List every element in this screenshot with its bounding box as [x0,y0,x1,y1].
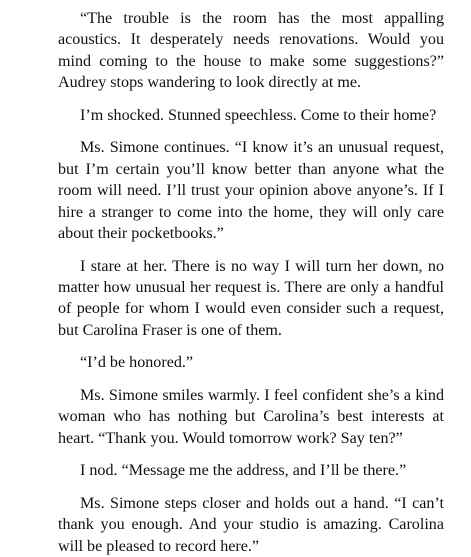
paragraph: Ms. Simone steps closer and holds out a hand. “I can’t thank you enough. And your studio is amazing. Carolina will be pleased to record here.” [58,495,444,555]
paragraph: I’m shocked. Stunned speechless. Come to their home? [80,106,437,124]
paragraph: I nod. “Message me the address, and I’ll be there.” [80,462,407,480]
paragraph: Ms. Simone continues. “I know it’s an unusual request, but I’m certain you’ll know better than anyone what the room will need. I’ll trust your opinion above anyone’s. If I hire a stranger to come into the home, they will only care about their pocketbooks.” [58,139,444,243]
paragraph: Ms. Simone smiles warmly. I feel confident she’s a kind woman who has nothing but Carolina’s best interests at heart. “Thank you. Would tomorrow work? Say ten?” [58,387,444,447]
paragraph: “I’d be honored.” [80,354,194,372]
paragraph: I stare at her. There is no way I will turn her down, no matter how unusual her request is. There are only a handful of people for whom I would even consider such a request, but Carolina Fraser is one of them. [58,257,444,339]
paragraph: “The trouble is the room has the most appalling acoustics. It desperately needs renovations. Would you mind coming to the house to make some suggestions?” Audrey stops wandering to look directly at me. [58,10,444,92]
